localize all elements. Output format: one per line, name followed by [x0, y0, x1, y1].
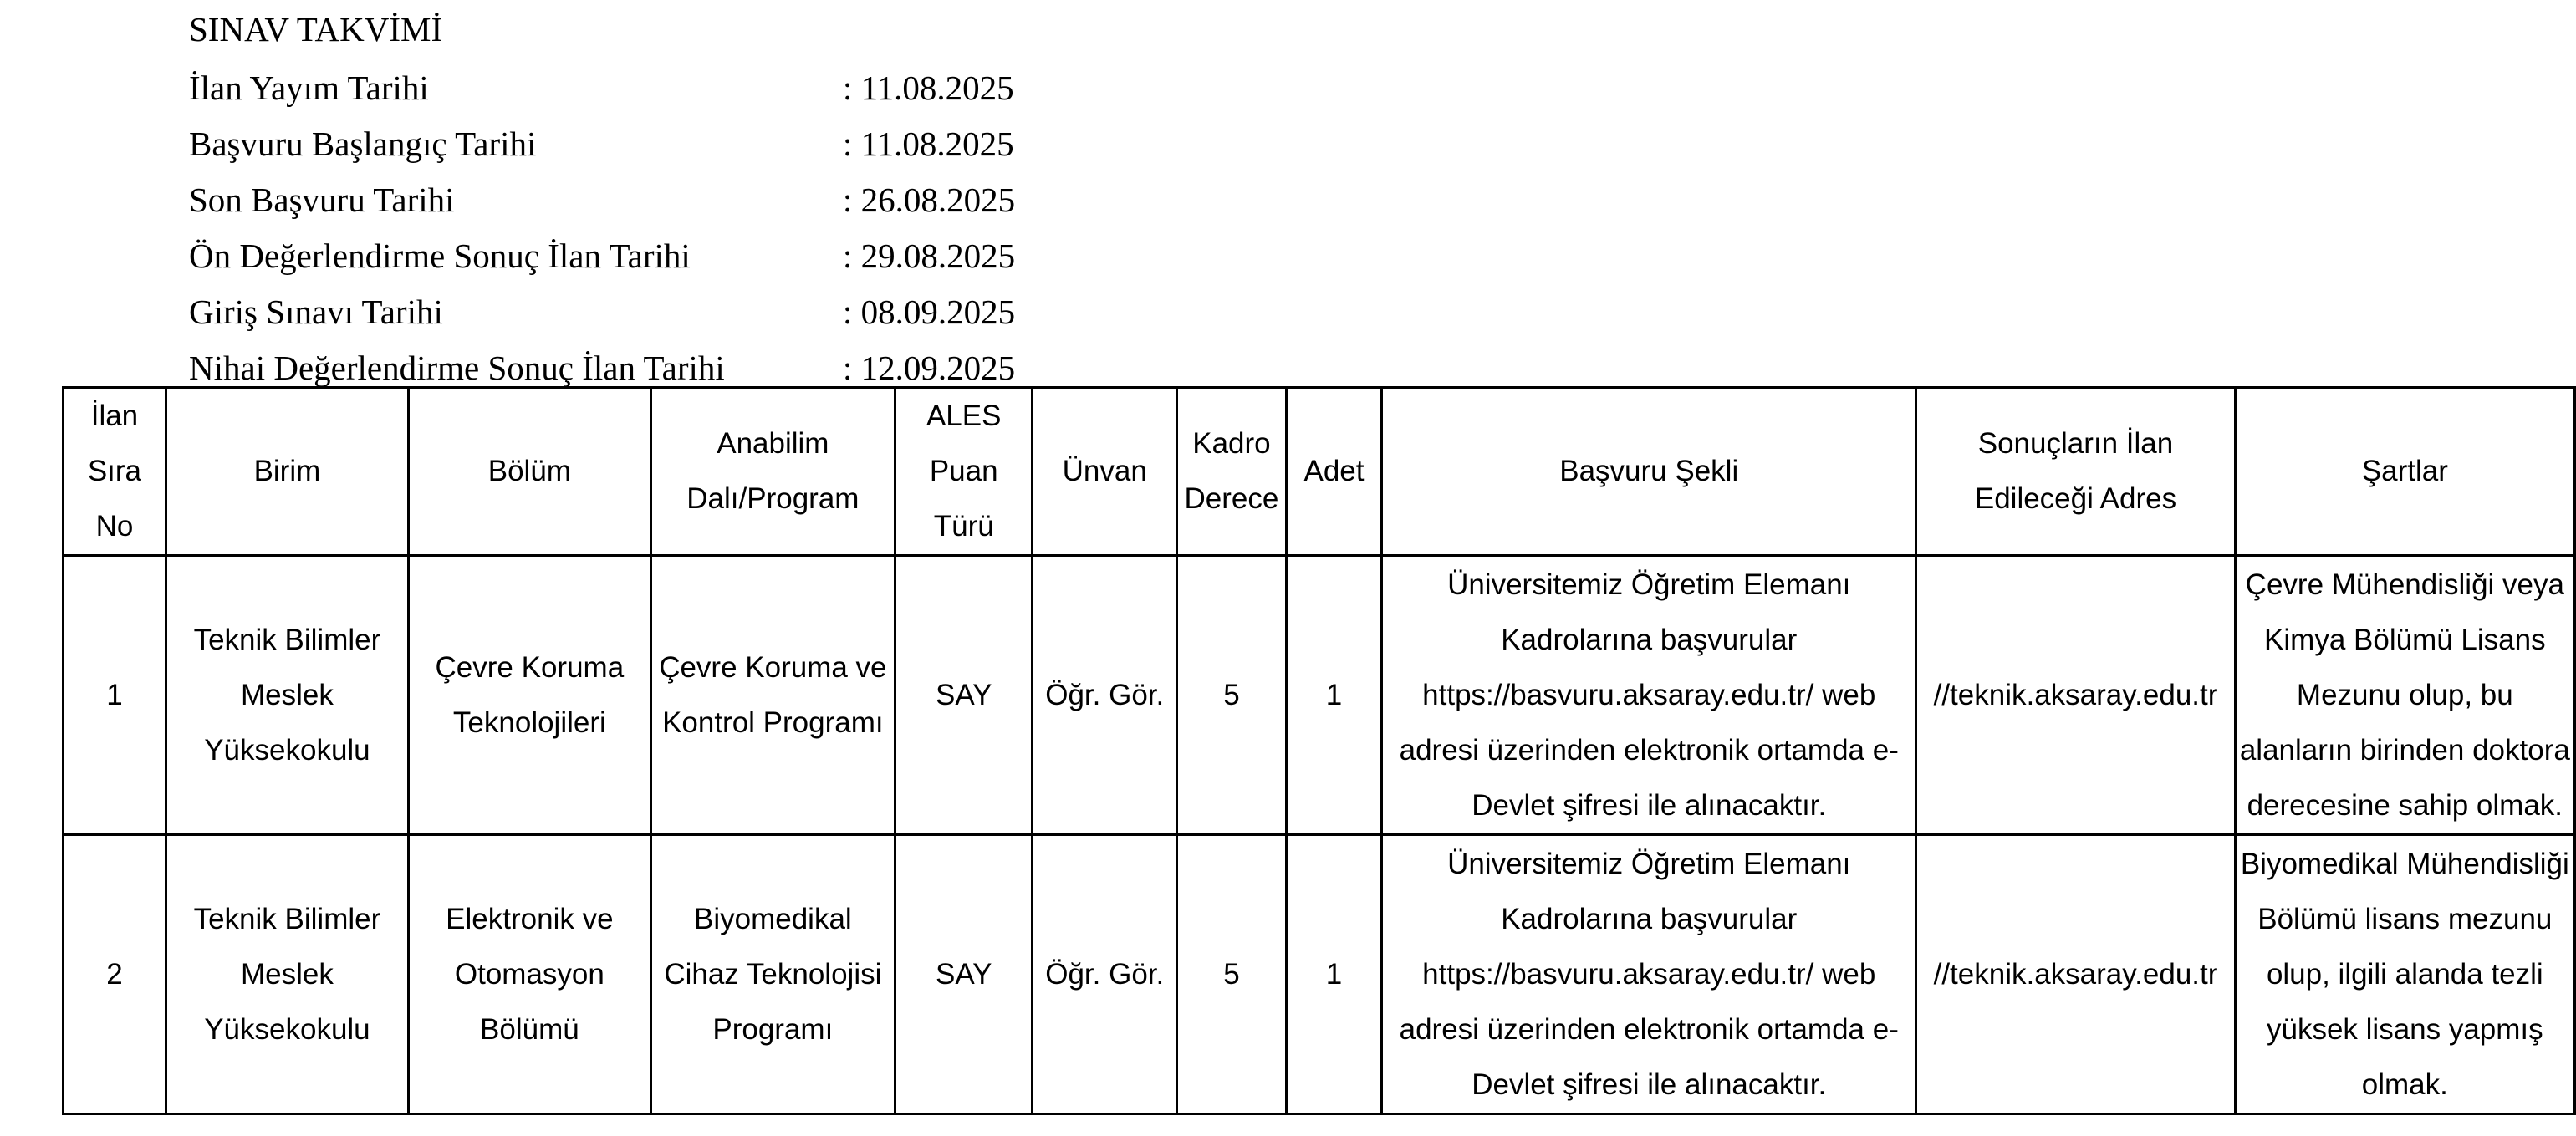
header-requirements: Şartlar — [2235, 388, 2574, 556]
schedule-row-application-start — [189, 116, 1015, 172]
schedule-label: Son Başvuru Tarihi — [189, 181, 455, 219]
header-program: Anabilim Dalı/Program — [650, 388, 895, 556]
schedule-label: İlan Yayım Tarihi — [189, 69, 429, 107]
cell-application-method: Üniversitemiz Öğretim Elemanı Kadrolarına başvurular https://basvuru.aksaray.edu.tr/ web adresi üzerinden elektronik ortamda e- Devlet şifresi ile alınacaktır. — [1382, 556, 1916, 835]
schedule-label: Nihai Değerlendirme Sonuç İlan Tarihi — [189, 349, 725, 387]
schedule-value: : 11.08.2025 — [843, 125, 1014, 163]
schedule-label: Giriş Sınavı Tarihi — [189, 293, 443, 331]
header-listing-no: İlan Sıra No — [64, 388, 166, 556]
schedule-label: Ön Değerlendirme Sonuç İlan Tarihi — [189, 237, 691, 275]
cell-ales-score-type: SAY — [895, 556, 1032, 835]
table-header-row — [64, 388, 2575, 556]
cell-ales-score-type: SAY — [895, 835, 1032, 1114]
cell-results-address: //teknik.aksaray.edu.tr — [1916, 556, 2235, 835]
cell-unit: Teknik Bilimler Meslek Yüksekokulu — [166, 556, 408, 835]
schedule-row-announcement-date — [189, 60, 1015, 116]
cell-count: 1 — [1286, 835, 1381, 1114]
schedule-row-application-deadline — [189, 172, 1015, 228]
cell-requirements: Çevre Mühendisliği veya Kimya Bölümü Lisans Mezunu olup, bu alanların birinden doktora derecesine sahip olmak. — [2235, 556, 2574, 835]
header-department: Bölüm — [408, 388, 650, 556]
cell-count: 1 — [1286, 556, 1381, 835]
table-row — [64, 835, 2575, 1114]
header-title: Ünvan — [1033, 388, 1177, 556]
cell-title: Öğr. Gör. — [1033, 556, 1177, 835]
cell-cadre-degree: 5 — [1177, 835, 1287, 1114]
cell-unit: Teknik Bilimler Meslek Yüksekokulu — [166, 835, 408, 1114]
positions-table — [62, 386, 2576, 1115]
cell-cadre-degree: 5 — [1177, 556, 1287, 835]
schedule-label: Başvuru Başlangıç Tarihi — [189, 125, 537, 163]
header-application-method: Başvuru Şekli — [1382, 388, 1916, 556]
exam-schedule — [189, 5, 1015, 396]
header-cadre-degree: Kadro Derece — [1177, 388, 1287, 556]
cell-department: Çevre Koruma Teknolojileri — [408, 556, 650, 835]
cell-program: Çevre Koruma ve Kontrol Programı — [650, 556, 895, 835]
schedule-row-preliminary-results — [189, 228, 1015, 284]
schedule-row-entrance-exam — [189, 284, 1015, 340]
cell-results-address: //teknik.aksaray.edu.tr — [1916, 835, 2235, 1114]
header-results-address: Sonuçların İlan Edileceği Adres — [1916, 388, 2235, 556]
schedule-value: : 11.08.2025 — [843, 69, 1014, 107]
schedule-title: SINAV TAKVİMİ — [189, 10, 443, 48]
cell-listing-no: 2 — [64, 835, 166, 1114]
cell-department: Elektronik ve Otomasyon Bölümü — [408, 835, 650, 1114]
schedule-value: : 12.09.2025 — [843, 349, 1016, 387]
schedule-value: : 26.08.2025 — [843, 181, 1016, 219]
table-row — [64, 556, 2575, 835]
cell-program: Biyomedikal Cihaz Teknolojisi Programı — [650, 835, 895, 1114]
cell-requirements: Biyomedikal Mühendisliği Bölümü lisans mezunu olup, ilgili alanda tezli yüksek lisans yapmış olmak. — [2235, 835, 2574, 1114]
header-ales-score-type: ALES Puan Türü — [895, 388, 1032, 556]
header-count: Adet — [1286, 388, 1381, 556]
header-unit: Birim — [166, 388, 408, 556]
cell-listing-no: 1 — [64, 556, 166, 835]
cell-title: Öğr. Gör. — [1033, 835, 1177, 1114]
cell-application-method: Üniversitemiz Öğretim Elemanı Kadrolarına başvurular https://basvuru.aksaray.edu.tr/ web adresi üzerinden elektronik ortamda e- Devlet şifresi ile alınacaktır. — [1382, 835, 1916, 1114]
schedule-value: : 08.09.2025 — [843, 293, 1016, 331]
schedule-value: : 29.08.2025 — [843, 237, 1016, 275]
